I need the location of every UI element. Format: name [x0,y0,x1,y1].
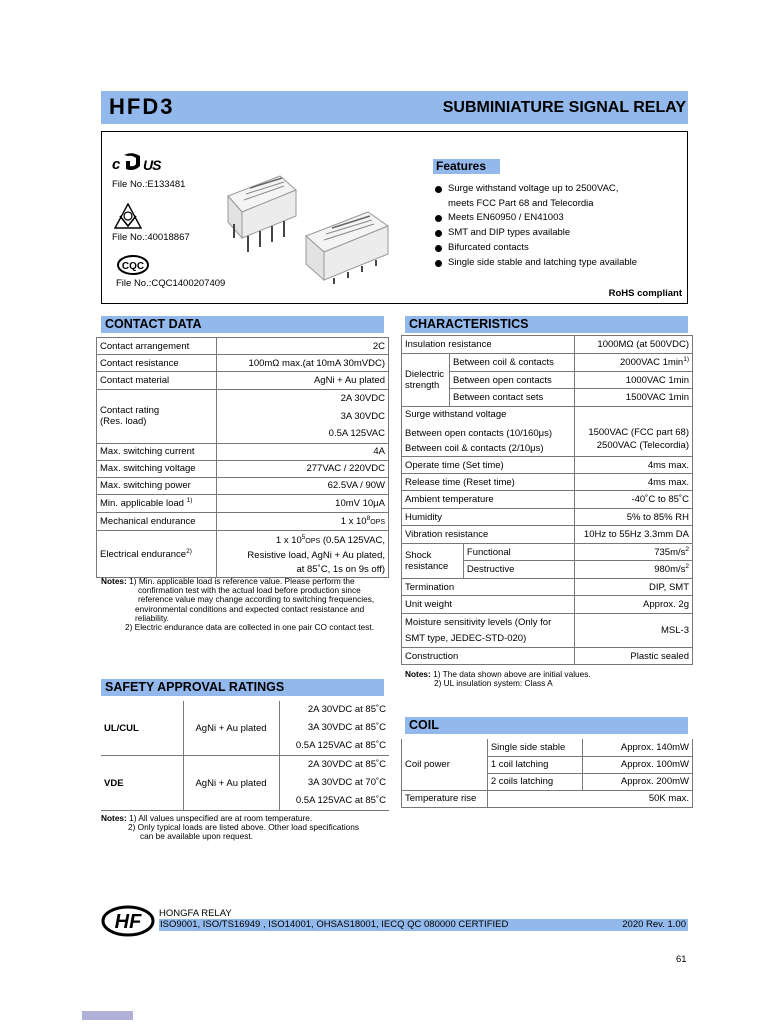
table-row: Dielectric strength Between coil & contacts 2000VAC $1\min^{1)}$ [402,354,693,372]
contact-data-title: CONTACT DATA [101,316,384,333]
rohs-label: RoHS compliant [608,288,682,299]
table-row: Min. applicable load $^{1)}$ 10mV 10μA [97,494,389,512]
table-row: Contact arrangement 2C [97,338,389,355]
table-row: Mechanical endurance 1 x $10^8OPS$ [97,512,389,530]
coil-table [401,739,693,808]
table-row: Temperature rise 50K max. [402,790,693,807]
svg-text:c: c [112,156,120,173]
footer-certified: ISO9001, ISO/TS16949 , ISO14001, OHSAS18001, IECQ QC 080000 CERTIFIED [160,919,509,930]
table-row: UL/CUL AgNi + Au plated 2A 30VDC at 85˚C 3A 30VDC at 85˚C 0.5A 125VAC at 85˚C [101,701,389,756]
safety-notes: Notes: 1) All values unspecified are at room temperature. 2) Only typical loads are listed above. Other load specifications can be available upon request. [101,813,360,842]
safety-title: SAFETY APPROVAL RATINGS [101,679,384,696]
table-row: 2 coils latching Approx. 200mW [402,773,693,790]
table-row: Insulation resistance 1000MΩ (at 500VDC) [402,336,693,354]
svg-text:HF: HF [114,911,142,933]
feature-item: SMT and DIP types available [433,226,683,241]
table-row: Humidity 5% to 85% RH [402,509,693,526]
cert-file-ul: File No.:E133481 [112,179,186,190]
ul-cul-logo-icon [112,152,182,179]
feature-item-continued: meets FCC Part 68 and Telecordia [448,197,594,209]
table-row: Between open contacts 1000VAC 1min [402,372,693,389]
table-row: Release time (Reset time) 4ms max. [402,474,693,491]
footer-revision: 2020 Rev. 1.00 [622,919,686,930]
table-row: Unit weight Approx. 2g [402,596,693,614]
page-scroll-indicator[interactable] [82,1011,133,1020]
table-row: Vibration resistance 10Hz to 55Hz 3.3mm DA [402,526,693,544]
table-row: Operate time (Set time) 4ms max. [402,457,693,474]
feature-item: Bifurcated contacts [433,241,683,256]
feature-item: Meets EN60950 / EN41003 [433,211,683,226]
cqc-logo-text: CQC [121,261,145,272]
ul-us-text: US [143,157,161,173]
feature-box [101,131,688,304]
features-title: Features [433,159,500,174]
table-row: Coil power Single side stable Approx. 140mW [402,739,693,756]
product-subtitle: SUBMINIATURE SIGNAL RELAY [442,99,686,116]
table-row: Contact resistance 100mΩ max.(at 10mA 30mVDC) [97,355,389,372]
table-row: Contact rating (Res. load) 2A 30VDC 3A 30VDC 0.5A 125VAC [97,390,389,444]
table-row: Termination DIP, SMT [402,579,693,596]
contact-data-table [96,337,389,578]
footer-company: HONGFA RELAY [159,908,232,919]
safety-table [101,701,389,811]
vde-logo-icon [114,203,142,229]
table-row: Ambient temperature -40˚C to 85˚C [402,491,693,509]
contact-notes: Notes: 1) Min. applicable load is reference value. Please perform the confirmation test with the actual load before production since reference value may change according to switching frequencies, environmental conditions and expected contact resistance and reliability. 2) Electric endurance data are collected in one pair CO contact test. [101,576,375,633]
table-row: Contact material AgNi + Au plated [97,372,389,390]
table-row: Moisture sensitivity levels (Only for SMT type, JEDEC-STD-020) MSL-3 [402,614,693,648]
table-row: VDE AgNi + Au plated 2A 30VDC at 85˚C 3A 30VDC at 70˚C 0.5A 125VAC at 85˚C [101,756,389,811]
table-row: Max. switching voltage 277VAC / 220VDC [97,460,389,477]
page-number: 61 [676,954,687,965]
table-row: Shock resistance Functional $735m/s^2$ [402,544,693,561]
model-title: HFD3 [109,94,175,119]
footer-cert-bar [159,919,688,931]
cert-file-cqc: File No.:CQC1400207409 [116,278,226,289]
cert-file-vde: File No.:40018867 [112,232,190,243]
features-list [433,182,683,270]
table-row: Construction Plastic sealed [402,648,693,665]
characteristics-title: CHARACTERISTICS [405,316,688,333]
feature-item: Surge withstand voltage up to 2500VAC, [433,182,683,197]
table-row: 1 coil latching Approx. 100mW [402,756,693,773]
table-row: Between contact sets 1500VAC 1min [402,389,693,407]
relay-product-image [220,156,420,286]
table-row: Destructive $980m/s^2$ [402,561,693,579]
cqc-logo-icon [116,254,150,276]
characteristics-table [401,335,693,665]
header-bar [101,91,688,124]
table-row: Surge withstand voltage Between open contacts (10/160μs) Between coil & contacts (2/10μs) 1500VAC (FCC part 68) 2500VAC (Telecordia) [402,407,693,457]
hongfa-logo-icon [101,905,155,937]
feature-item: Single side stable and latching type available [433,256,683,271]
coil-title: COIL [405,717,688,734]
table-row: Max. switching power 62.5VA / 90W [97,477,389,494]
table-row: Max. switching current 4A [97,443,389,460]
table-row: Electrical endurance$^{2)}$ 1 x $10^5OPS$ (0.5A 125VAC, Resistive load, AgNi + Au plated, at 85˚C, 1s on 9s off) [97,530,389,577]
characteristics-notes: Notes: 1) The data shown above are initial values. 2) UL insulation system: Class A [405,669,591,689]
